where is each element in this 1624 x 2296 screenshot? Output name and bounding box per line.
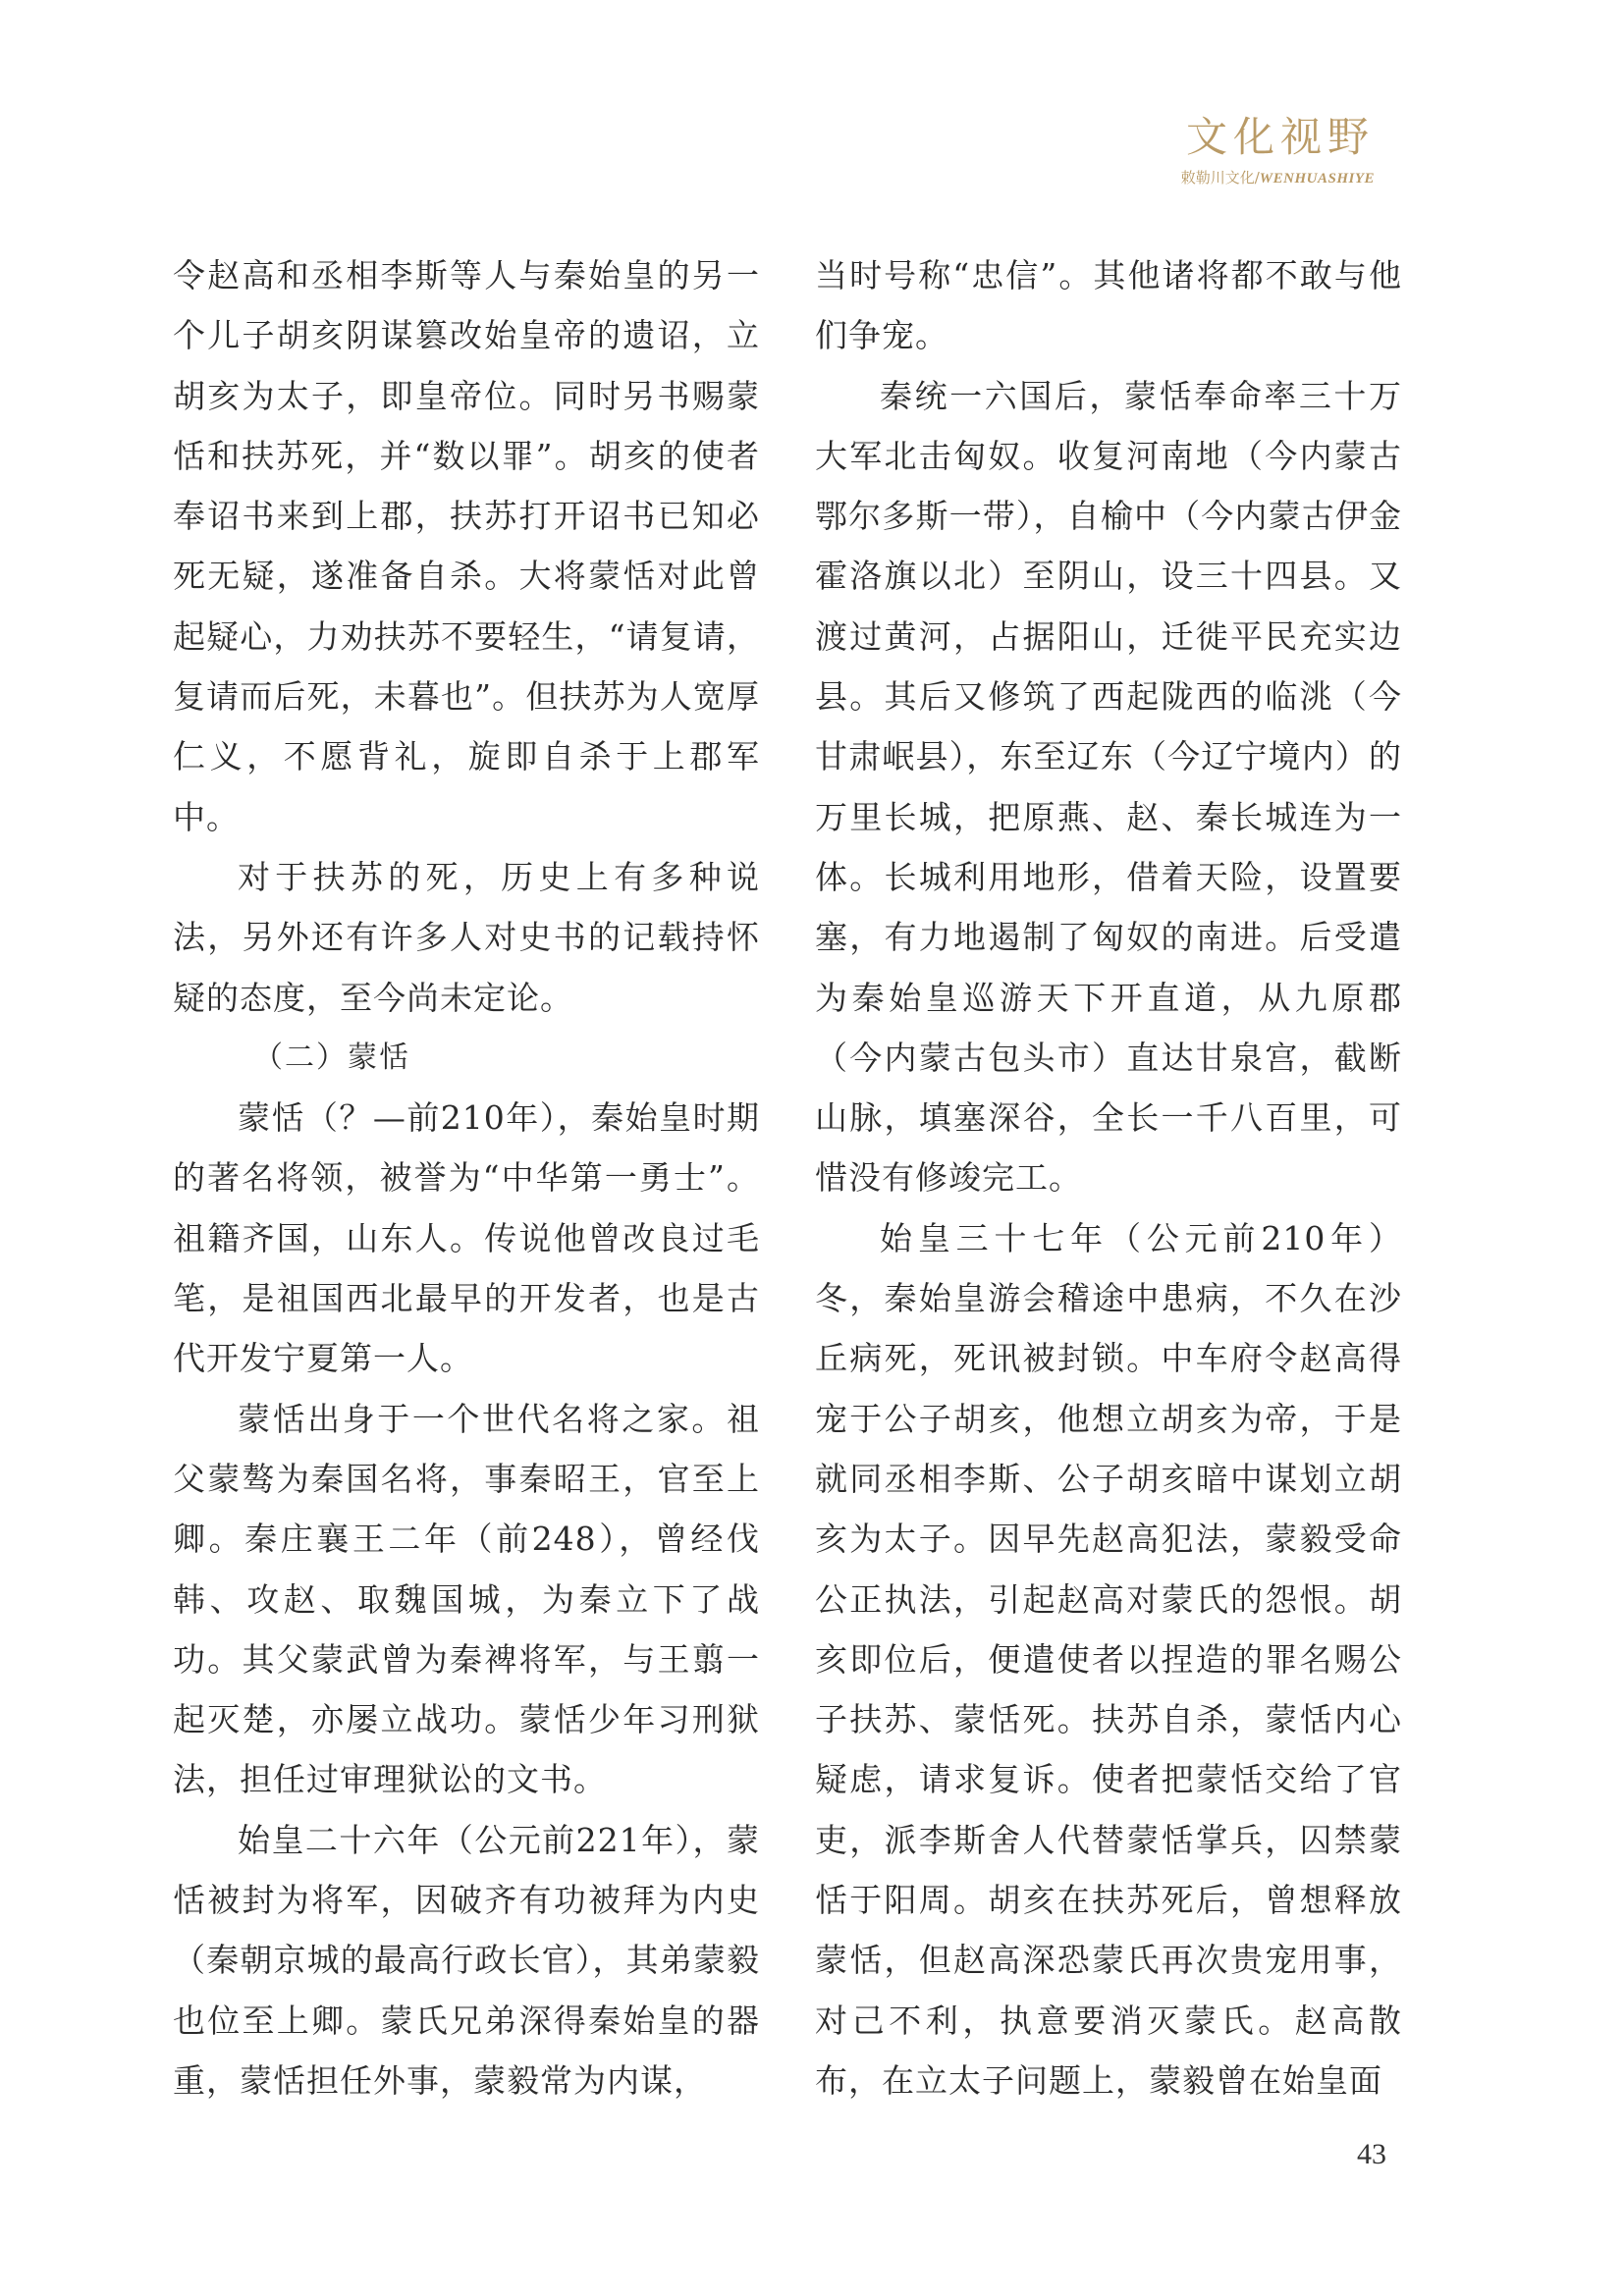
section-subtitle-separator: / [1254,169,1260,187]
paragraph: 对于扶苏的死，历史上有多种说法，另外还有许多人对史书的记载持怀疑的态度，至今尚未定论。 [173,857,760,1017]
paragraph: 始皇三十七年（公元前210年）冬，秦始皇游会稽途中患病，不久在沙丘病死，死讯被封锁。中车府令赵高得宠于公子胡亥，他想立胡亥为帝，于是就同丞相李斯、公子胡亥暗中谋划立胡亥为太子。因早先赵高犯法，蒙毅受命公正执法，引起赵高对蒙氏的怨恨。胡亥即位后，便遣使者以捏造的罪名赐公子扶苏、蒙恬死。扶苏自杀，蒙恬内心疑虑，请求复诉。使者把蒙恬交给了官吏，派李斯舍人代替蒙恬掌兵，囚禁蒙恬于阳周。胡亥在扶苏死后，曾想释放蒙恬，但赵高深恐蒙氏再次贵宠用事，对己不利，执意要消灭蒙氏。赵高散布，在立太子问题上，蒙毅曾在始皇面 [815,1218,1402,2100]
subsection-heading: （二）蒙恬 [253,1040,410,1075]
section-title: 文化视野 [1185,113,1375,161]
paragraph: 蒙恬出身于一个世代名将之家。祖父蒙骜为秦国名将，事秦昭王，官至上卿。秦庄襄王二年（前248），曾经伐韩、攻赵、取魏国城，为秦立下了战功。其父蒙武曾为秦裨将军，与王翦一起灭楚，亦屡立战功。蒙恬少年习刑狱法，担任过审理狱讼的文书。 [173,1399,760,1799]
section-header [1181,110,1375,189]
paragraph: 秦统一六国后，蒙恬奉命率三十万大军北击匈奴。收复河南地（今内蒙古鄂尔多斯一带），自榆中（今内蒙古伊金霍洛旗以北）至阴山，设三十四县。又渡过黄河，占据阳山，迁徙平民充实边县。其后又修筑了西起陇西的临洮（今甘肃岷县），东至辽东（今辽宁境内）的万里长城，把原燕、赵、秦长城连为一体。长城利用地形，借着天险，设置要塞，有力地遏制了匈奴的南进。后受遣为秦始皇巡游天下开直道，从九原郡（今内蒙古包头市）直达甘泉宫，截断山脉，填塞深谷，全长一千八百里，可惜没有修竣完工。 [815,376,1402,1198]
page-number: 43 [1357,2138,1386,2170]
section-subtitle-en: WENHUASHIYE [1259,171,1375,187]
section-subtitle [1181,167,1375,189]
right-text-column [815,245,1402,2110]
paragraph: 始皇二十六年（公元前221年），蒙恬被封为将军，因破齐有功被拜为内史（秦朝京城的最高行政长官），其弟蒙毅也位至上卿。蒙氏兄弟深得秦始皇的器重，蒙恬担任外事，蒙毅常为内谋， [173,1820,760,2100]
paragraph: 令赵高和丞相李斯等人与秦始皇的另一个儿子胡亥阴谋篡改始皇帝的遗诏，立胡亥为太子，即皇帝位。同时另书赐蒙恬和扶苏死，并“数以罪”。胡亥的使者奉诏书来到上郡，扶苏打开诏书已知必死无疑，遂准备自杀。大将蒙恬对此曾起疑心，力劝扶苏不要轻生，“请复请，复请而后死，未暮也”。但扶苏为人宽厚仁义，不愿背礼，旋即自杀于上郡军中。 [173,256,760,836]
section-subtitle-cn: 敕勒川文化 [1180,169,1255,187]
paragraph: 蒙恬（？—前210年），秦始皇时期的著名将领，被誉为“中华第一勇士”。祖籍齐国，山东人。传说他曾改良过毛笔，是祖国西北最早的开发者，也是古代开发宁夏第一人。 [173,1098,760,1378]
left-text-column [173,245,760,2110]
paragraph: 当时号称“忠信”。其他诸将都不敢与他们争宠。 [815,256,1402,355]
